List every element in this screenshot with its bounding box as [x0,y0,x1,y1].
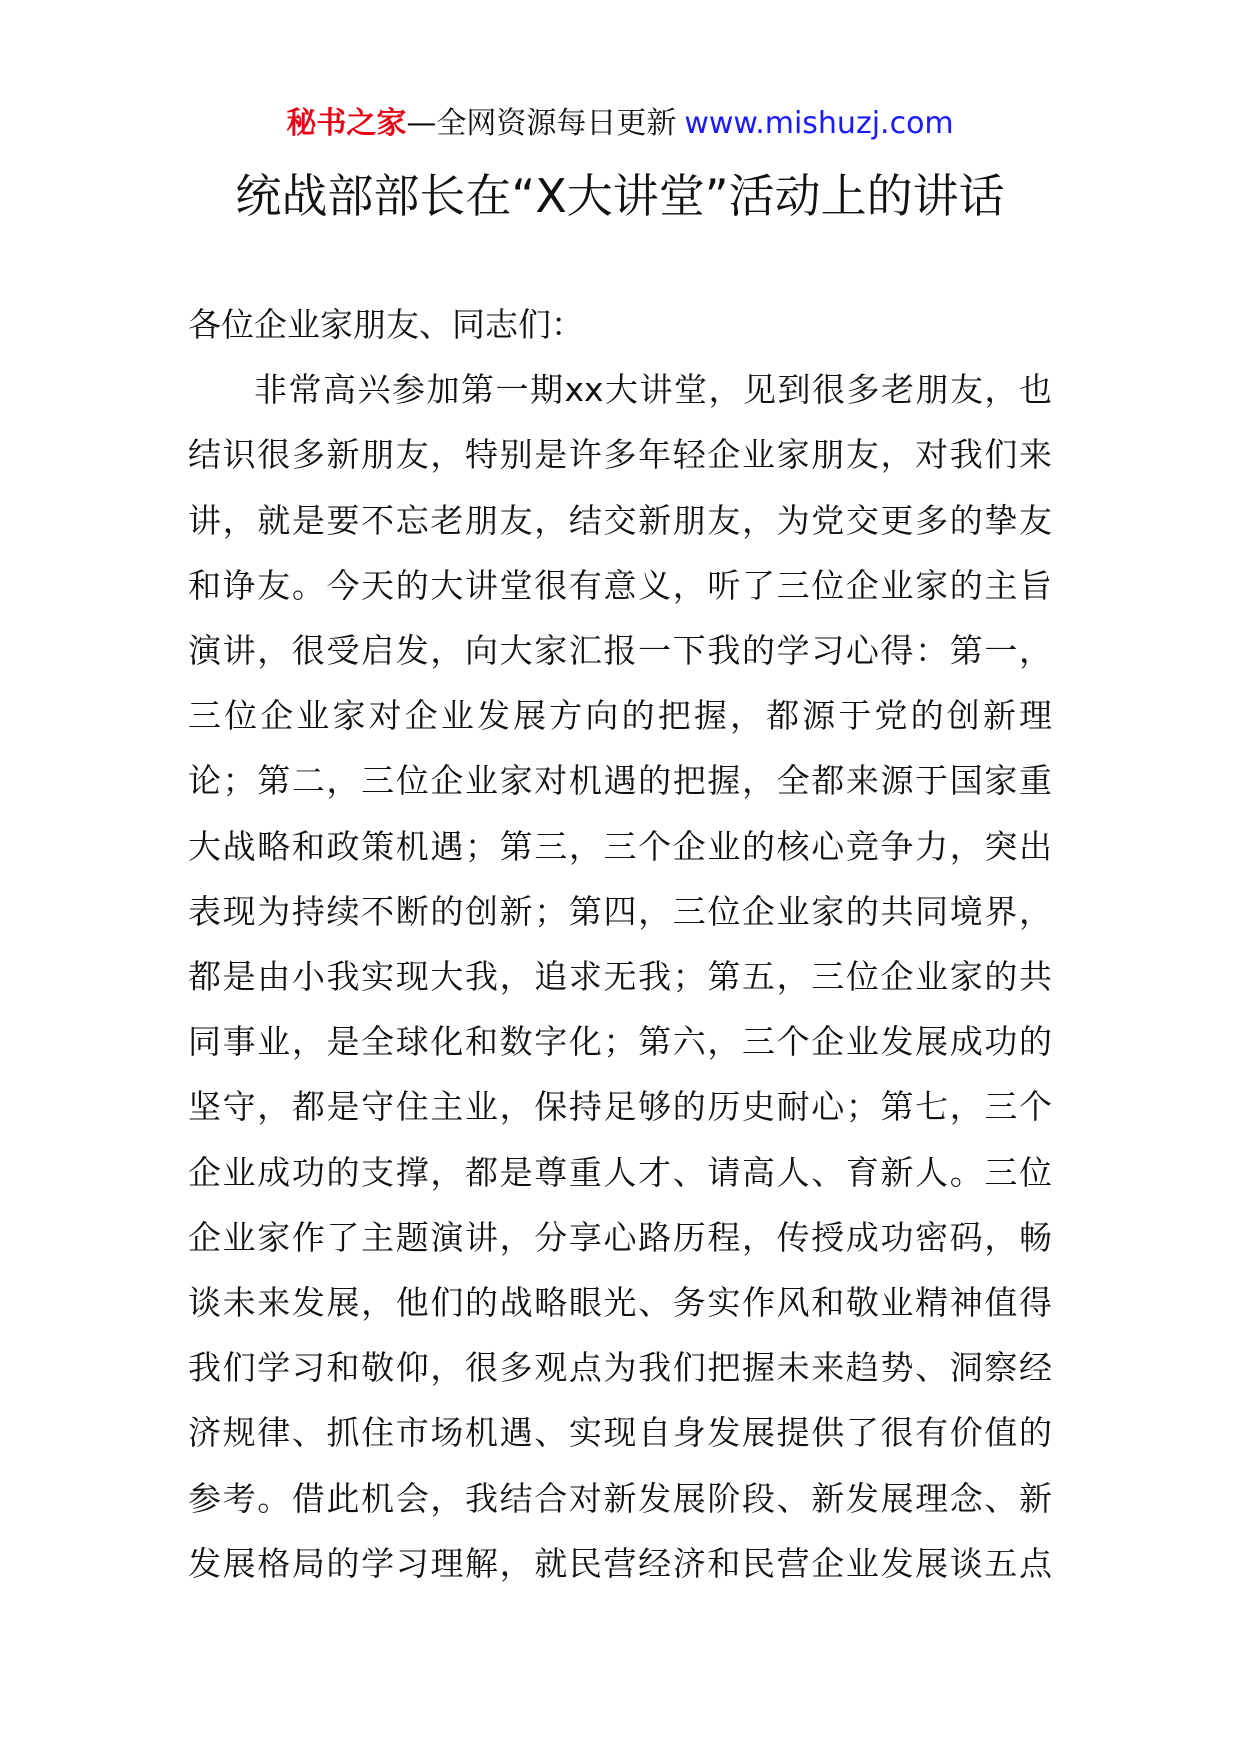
paragraph-line: 演讲，很受启发，向大家汇报一下我的学习心得：第一， [188,631,1052,671]
paragraph-line: 我们学习和敬仰，很多观点为我们把握未来趋势、洞察经 [188,1348,1052,1388]
paragraph-line: 济规律、抓住市场机遇、实现自身发展提供了很有价值的 [188,1413,1052,1453]
paragraph-line: 非常高兴参加第一期xx大讲堂，见到很多老朋友，也 [254,370,1052,410]
paragraph-line: 都是由小我实现大我，追求无我；第五，三位企业家的共 [188,957,1052,997]
paragraph-line: 企业成功的支撑，都是尊重人才、请高人、育新人。三位 [188,1152,1052,1192]
paragraph-line: 企业家作了主题演讲，分享心路历程，传授成功密码，畅 [188,1217,1052,1257]
paragraph-line: 结识很多新朋友，特别是许多年轻企业家朋友，对我们来 [188,435,1052,475]
paragraph-line: 和诤友。今天的大讲堂很有意义，听了三位企业家的主旨 [188,565,1052,605]
paragraph-line: 发展格局的学习理解，就民营经济和民营企业发展谈五点 [188,1543,1052,1583]
document-title: 统战部部长在“X大讲堂”活动上的讲话 [235,169,1005,223]
paragraph-line: 大战略和政策机遇；第三，三个企业的核心竞争力，突出 [188,826,1052,866]
brand-name: 秘书之家 [286,106,407,141]
paragraph-line: 表现为持续不断的创新；第四，三位企业家的共同境界， [188,891,1052,931]
paragraph-line: 谈未来发展，他们的战略眼光、务实作风和敬业精神值得 [188,1283,1052,1323]
document-body [188,292,1052,1596]
paragraph-line: 参考。借此机会，我结合对新发展阶段、新发展理念、新 [188,1478,1052,1518]
paragraph-line: 同事业，是全球化和数字化；第六，三个企业发展成功的 [188,1022,1052,1062]
greeting-line: 各位企业家朋友、同志们： [188,305,584,344]
site-url-link[interactable]: www.mishuzj.com [684,106,954,141]
site-header [0,104,1240,144]
paragraph-line: 论；第二，三位企业家对机遇的把握，全都来源于国家重 [188,761,1052,801]
body-paragraph [188,357,1052,1596]
site-tagline: —全网资源每日更新 [406,106,677,141]
paragraph-line: 三位企业家对企业发展方向的把握，都源于党的创新理 [188,696,1052,736]
paragraph-line: 坚守，都是守住主业，保持足够的历史耐心；第七，三个 [188,1087,1052,1127]
paragraph-line: 讲，就是要不忘老朋友，结交新朋友，为党交更多的挚友 [188,500,1052,540]
